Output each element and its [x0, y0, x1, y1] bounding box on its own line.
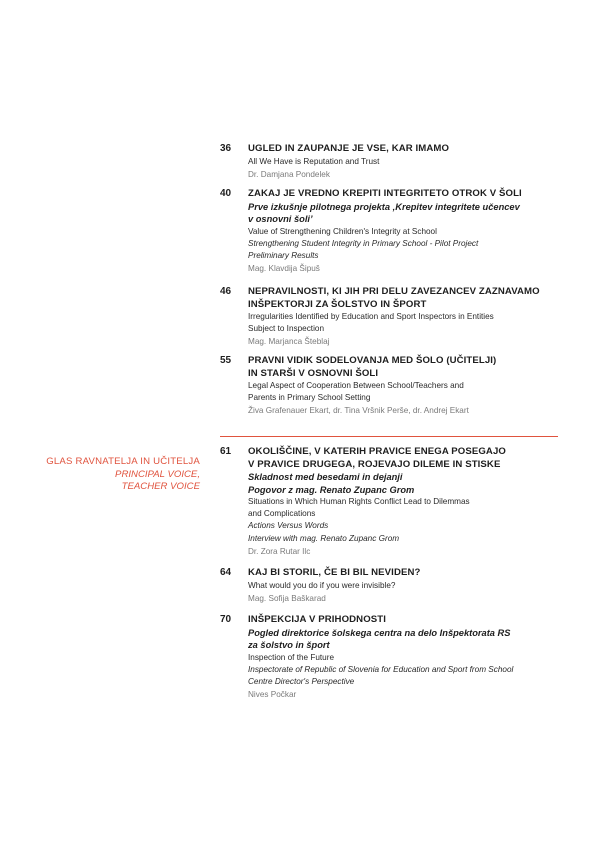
- entry-english-title-line: Situations in Which Human Rights Conflict Lead to Dilemmas: [248, 497, 470, 506]
- entry-english-subtitle-line: Inspectorate of Republic of Slovenia for Education and Sport from School: [248, 664, 514, 674]
- page-number: 70: [220, 614, 232, 625]
- entry-english-subtitle-line: Actions Versus Words: [248, 521, 329, 531]
- entry-title-line: PRAVNI VIDIK SODELOVANJA MED ŠOLO (UČITELJI): [248, 355, 497, 366]
- entry-english-title-line: Value of Strengthening Children's Integrity at School: [248, 226, 437, 236]
- entry-author: Dr. Damjana Pondelek: [248, 169, 330, 179]
- toc-entry[interactable]: [220, 614, 565, 701]
- section-heading: GLAS RAVNATELJA IN UČITELJA: [46, 456, 200, 467]
- entry-subtitle-line: Skladnost med besedami in dejanji: [248, 472, 403, 482]
- entry-title-line: INŠPEKTORJI ZA ŠOLSTVO IN ŠPORT: [248, 298, 427, 310]
- section-heading-block: [0, 456, 200, 494]
- entry-subtitle-line: Pogled direktorice šolskega centra na delo Inšpektorata RS: [248, 627, 511, 638]
- toc-entry[interactable]: [220, 355, 565, 418]
- entry-english-title-line: and Complications: [248, 509, 316, 519]
- toc-entry[interactable]: [220, 143, 565, 181]
- toc-entry[interactable]: [220, 286, 565, 349]
- entry-english-title-line: Parents in Primary School Setting: [248, 393, 371, 403]
- entry-title-line: UGLED IN ZAUPANJE JE VSE, KAR IMAMO: [248, 143, 450, 154]
- entry-author: Mag. Klavdija Šipuš: [248, 264, 320, 274]
- section-heading-en-line: TEACHER VOICE: [121, 481, 200, 492]
- entry-title-line: IN STARŠI V OSNOVNI ŠOLI: [248, 367, 379, 379]
- entry-author: Dr. Zora Rutar Ilc: [248, 546, 311, 556]
- section-divider: [220, 436, 558, 437]
- entry-english-title-line: Inspection of the Future: [248, 652, 335, 662]
- section-heading-en-line: PRINCIPAL VOICE,: [115, 468, 200, 480]
- entry-title-line: ZAKAJ JE VREDNO KREPITI INTEGRITETO OTROK V ŠOLI: [248, 188, 522, 199]
- entry-author: Živa Grafenauer Ekart, dr. Tina Vršnik Perše, dr. Andrej Ekart: [248, 406, 469, 416]
- toc-entry[interactable]: [220, 567, 565, 605]
- entry-title-line: V PRAVICE DRUGEGA, ROJEVAJO DILEME IN STISKE: [248, 458, 501, 470]
- entry-subtitle-line: Pogovor z mag. Renato Zupanc Grom: [248, 484, 415, 495]
- entry-english-title-line: What would you do if you were invisible?: [248, 580, 396, 590]
- toc-entry-body: [248, 143, 565, 181]
- entry-english-subtitle-line: Centre Director's Perspective: [248, 676, 355, 686]
- toc-entry-body: [248, 567, 565, 605]
- toc-entry-body: [248, 355, 565, 418]
- entry-subtitle-line: za šolstvo in šport: [248, 640, 330, 650]
- page-number: 61: [220, 446, 232, 457]
- entry-subtitle-line: v osnovni šoli’: [248, 214, 313, 224]
- page-number: 36: [220, 143, 232, 154]
- toc-entry-body: [248, 286, 565, 349]
- entry-title-line: NEPRAVILNOSTI, KI JIH PRI DELU ZAVEZANCEV ZAZNAVAMO: [248, 286, 540, 297]
- entry-english-subtitle-line: Interview with mag. Renato Zupanc Grom: [248, 533, 400, 543]
- entry-author: Mag. Sofija Baškarad: [248, 593, 326, 603]
- entry-author: Mag. Marjanca Šteblaj: [248, 337, 330, 347]
- toc-entry[interactable]: [220, 188, 565, 275]
- entry-title-line: OKOLIŠČINE, V KATERIH PRAVICE ENEGA POSEGAJO: [248, 446, 506, 457]
- page-number: 46: [220, 286, 232, 297]
- entry-subtitle-line: Prve izkušnje pilotnega projekta ‚Krepitev integritete učencev: [248, 201, 520, 212]
- toc-entry[interactable]: [220, 446, 565, 558]
- entry-english-title-line: Subject to Inspection: [248, 324, 325, 334]
- page-number: 64: [220, 567, 232, 578]
- entry-english-subtitle-line: Preliminary Results: [248, 250, 319, 260]
- entry-title-line: INŠPEKCIJA V PRIHODNOSTI: [248, 614, 386, 625]
- toc-entry-body: [248, 188, 565, 275]
- entry-title-line: KAJ BI STORIL, ČE BI BIL NEVIDEN?: [248, 567, 421, 578]
- page-number: 40: [220, 188, 232, 199]
- entry-english-subtitle-line: Strengthening Student Integrity in Primary School - Pilot Project: [248, 238, 479, 248]
- entry-english-title-line: Irregularities Identified by Education and Sport Inspectors in Entities: [248, 312, 494, 321]
- entry-english-title-line: All We Have is Reputation and Trust: [248, 156, 380, 166]
- toc-entry-body: [248, 446, 565, 558]
- toc-entry-body: [248, 614, 565, 701]
- entry-english-title-line: Legal Aspect of Cooperation Between School/Teachers and: [248, 381, 464, 390]
- entry-author: Nives Počkar: [248, 690, 297, 700]
- page-number: 55: [220, 355, 232, 366]
